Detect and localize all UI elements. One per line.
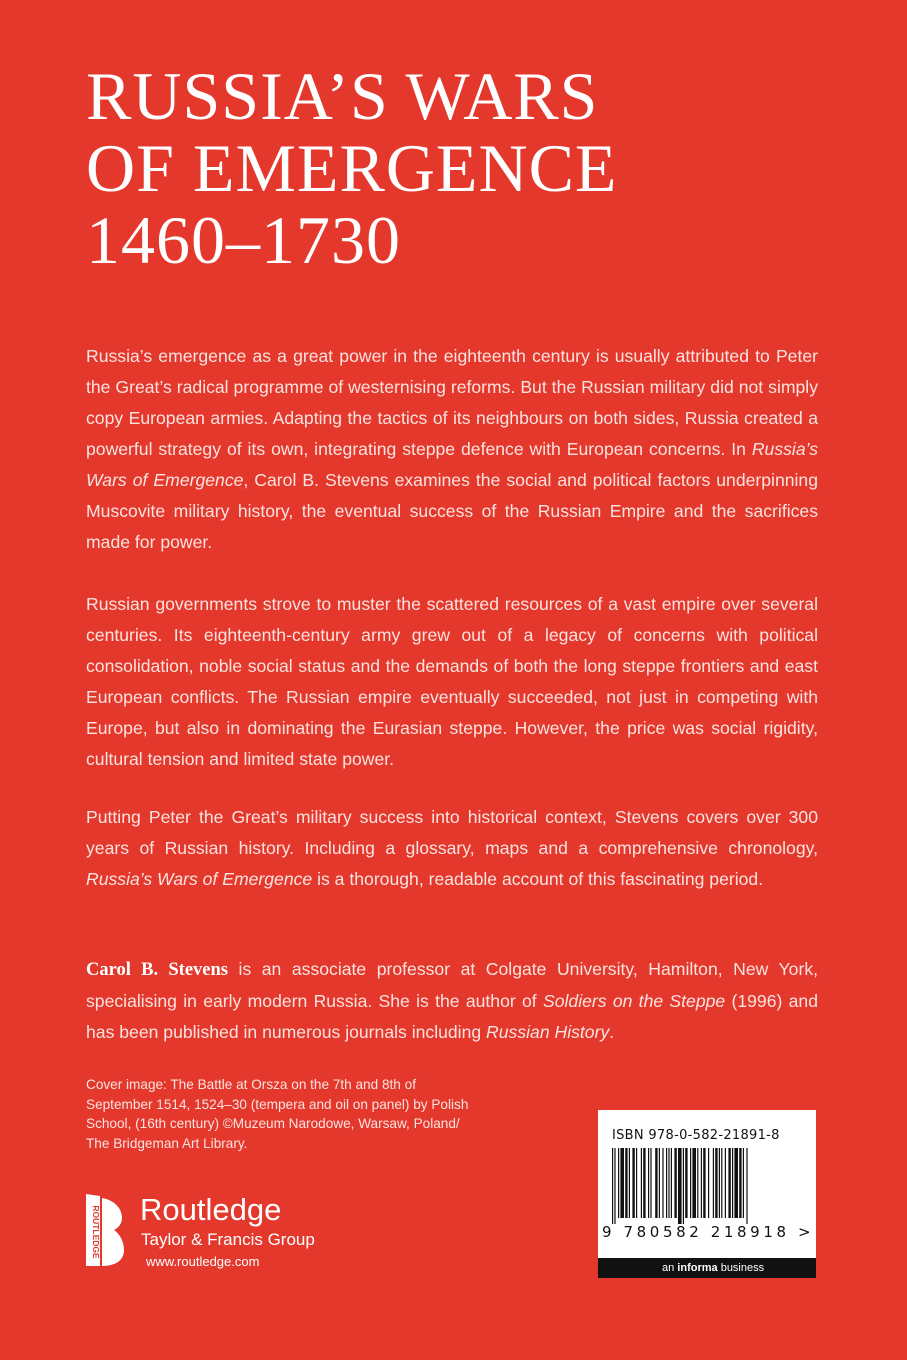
isbn-label: ISBN 978-0-582-21891-8: [612, 1128, 780, 1143]
blurb-paragraph-3: [86, 802, 818, 895]
author-bio: [86, 954, 818, 1048]
publisher-group: Taylor & Francis Group: [141, 1230, 315, 1249]
cover-image-credit: Cover image: The Battle at Orsza on the 7th and 8th of September 1514, 1524–30 (tempera and oil on panel) by Polish School, (16th century) ©Muzeum Narodowe, Warsaw, Poland/ The Bridgeman Art Library.: [86, 1077, 469, 1151]
barcode-digits: 9 780582 218918 >: [602, 1223, 815, 1241]
blurb-p3-book-title: Russia’s Wars of Emergence: [86, 869, 313, 889]
publisher-block: [76, 1192, 376, 1282]
title-line-1: RUSSIA’S WARS: [86, 58, 599, 134]
author-book-title: Soldiers on the Steppe: [542, 991, 726, 1011]
informa-suffix: business: [717, 1262, 765, 1274]
blurb-p3-text-b: is a thorough, readable account of this fascinating period.: [312, 869, 764, 889]
blurb-p1-text-a: Russia’s emergence as a great power in the eighteenth century is usually attributed to Peter the Great’s radical programme of westernising reforms. But the Russian military did not simply copy European armies. Adapting the tactics of its neighbours on both sides, Russia created a powerful strategy of its own, integrating steppe defence with European concerns. In: [86, 346, 818, 459]
title-line-3: 1460–1730: [86, 202, 401, 278]
book-title: [86, 60, 886, 276]
blurb-paragraph-2: Russian governments strove to muster the scattered resources of a vast empire over several centuries. Its eighteenth-century army grew out of a legacy of concerns with political consolidation, noble social status and the demands of both the long steppe frontiers and east European conflicts. The Russian empire eventually succeeded, not just in competing with Europe, but also in dominating the Eurasian steppe. However, the price was social rigidity, cultural tension and limited state power.: [86, 594, 818, 769]
author-bio-text-b: (1996) and has been published in numerous journals including: [86, 991, 818, 1042]
barcode-bars-icon: [610, 1148, 804, 1224]
informa-banner: [598, 1258, 816, 1278]
blurb-p1-book-title: Russia’s Wars of Emergence: [86, 439, 818, 490]
publisher-name: Routledge: [140, 1192, 282, 1227]
informa-brand: informa: [677, 1262, 718, 1274]
author-journal-title: Russian History: [486, 1022, 610, 1042]
author-bio-end: .: [609, 1022, 615, 1042]
title-line-2: OF EMERGENCE: [86, 130, 618, 206]
author-bio-text-a: is an associate professor at Colgate University, Hamilton, New York, specialising in early modern Russia. She is the author of: [86, 959, 819, 1011]
barcode-panel: [598, 1110, 816, 1278]
author-name: Carol B. Stevens: [86, 960, 228, 980]
blurb-p1-text-b: , Carol B. Stevens examines the social and political factors underpinning Muscovite military history, the eventual success of the Russian Empire and the sacrifices made for power.: [86, 470, 818, 552]
logo-vertical-text: ROUTLEDGE: [91, 1205, 101, 1259]
publisher-url: www.routledge.com: [146, 1254, 260, 1269]
blurb-p3-text-a: Putting Peter the Great’s military success into historical context, Stevens covers over 300 years of Russian history. Including a glossary, maps and a comprehensive chronology,: [86, 807, 818, 858]
routledge-logo-icon: [76, 1192, 128, 1268]
blurb-paragraph-1: [86, 341, 818, 558]
informa-prefix: an: [662, 1262, 678, 1274]
